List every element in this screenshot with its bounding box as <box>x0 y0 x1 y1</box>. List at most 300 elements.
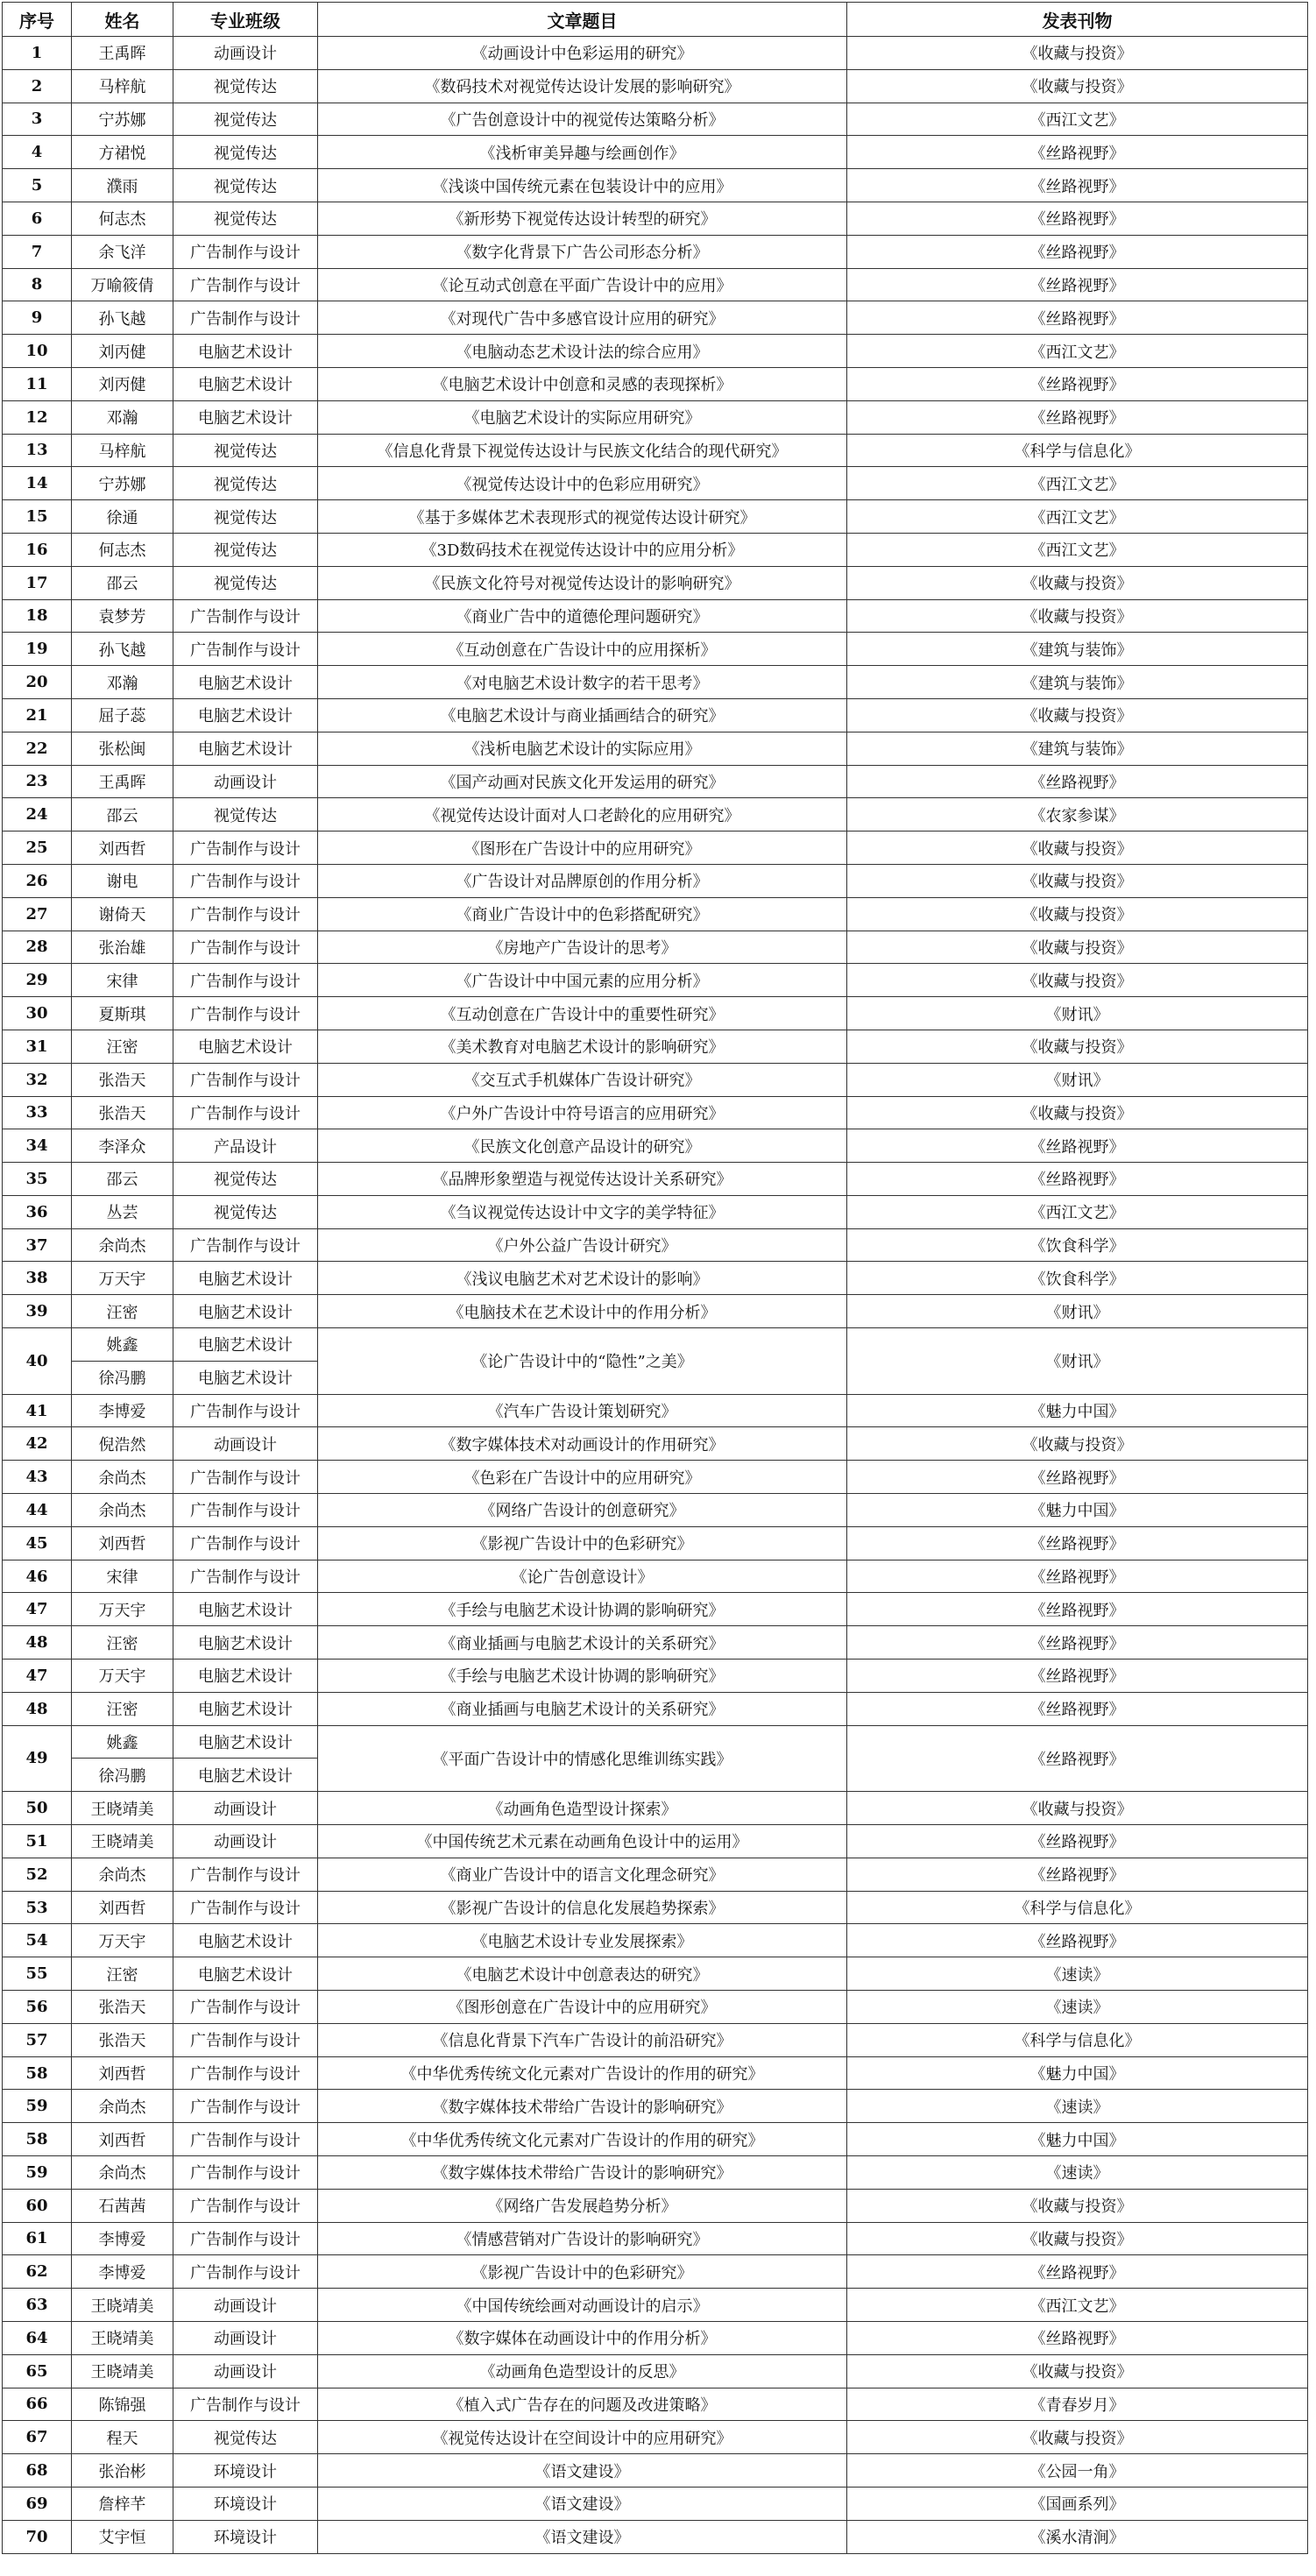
author-major: 动画设计 <box>173 2354 318 2388</box>
row-index: 23 <box>3 765 72 798</box>
row-index: 69 <box>3 2487 72 2520</box>
author-major: 广告制作与设计 <box>173 931 318 964</box>
article-title: 《电脑动态艺术设计法的综合应用》 <box>318 335 847 368</box>
author-major: 环境设计 <box>173 2520 318 2553</box>
row-index: 57 <box>3 2023 72 2056</box>
author-name: 余尚杰 <box>72 1461 173 1494</box>
author-major: 电脑艺术设计 <box>173 1593 318 1626</box>
journal-name: 《收藏与投资》 <box>847 37 1308 70</box>
author-name: 邓瀚 <box>72 666 173 699</box>
table-row <box>3 1063 1308 1096</box>
author-name: 王禹晖 <box>72 765 173 798</box>
author-name: 万喻筱倩 <box>72 268 173 301</box>
table-row <box>3 2156 1308 2190</box>
table-row <box>3 997 1308 1030</box>
author-major: 视觉传达 <box>173 1163 318 1196</box>
row-index: 48 <box>3 1692 72 1725</box>
row-index: 16 <box>3 533 72 566</box>
author-major: 动画设计 <box>173 2289 318 2322</box>
author-name: 李博爱 <box>72 2222 173 2255</box>
journal-name: 《饮食科学》 <box>847 1262 1308 1295</box>
article-title: 《商业广告中的道德伦理问题研究》 <box>318 599 847 633</box>
journal-name: 《农家参谋》 <box>847 798 1308 832</box>
article-title: 《电脑艺术设计中创意和灵感的表现探析》 <box>318 367 847 400</box>
header-index: 序号 <box>3 3 72 37</box>
author-major: 视觉传达 <box>173 136 318 169</box>
table-row <box>3 2023 1308 2056</box>
author-name: 姚鑫 <box>72 1725 173 1759</box>
author-name: 艾宇恒 <box>72 2520 173 2553</box>
author-major: 电脑艺术设计 <box>173 1924 318 1957</box>
table-row <box>3 434 1308 467</box>
article-title: 《民族文化符号对视觉传达设计的影响研究》 <box>318 566 847 599</box>
row-index: 9 <box>3 301 72 335</box>
author-name: 汪密 <box>72 1295 173 1328</box>
table-row <box>3 698 1308 732</box>
article-title: 《网络广告设计的创意研究》 <box>318 1494 847 1527</box>
table-row <box>3 1626 1308 1660</box>
article-title: 《汽车广告设计策划研究》 <box>318 1394 847 1427</box>
table-row <box>3 1924 1308 1957</box>
article-title: 《图形创意在广告设计中的应用研究》 <box>318 1991 847 2024</box>
table-row <box>3 765 1308 798</box>
article-title: 《平面广告设计中的情感化思维训练实践》 <box>318 1725 847 1792</box>
author-name: 刘丙健 <box>72 335 173 368</box>
author-name: 谢电 <box>72 864 173 897</box>
journal-name: 《丝路视野》 <box>847 1560 1308 1593</box>
author-major: 动画设计 <box>173 37 318 70</box>
journal-name: 《魅力中国》 <box>847 1494 1308 1527</box>
author-name: 宋律 <box>72 1560 173 1593</box>
table-row <box>3 2454 1308 2488</box>
author-major: 电脑艺术设计 <box>173 335 318 368</box>
table-row <box>3 2255 1308 2289</box>
author-name: 刘丙健 <box>72 367 173 400</box>
row-index: 67 <box>3 2421 72 2454</box>
article-title: 《电脑艺术设计专业发展探索》 <box>318 1924 847 1957</box>
row-index: 17 <box>3 566 72 599</box>
journal-name: 《西江文艺》 <box>847 103 1308 136</box>
publication-table <box>2 2 1308 2554</box>
row-index: 31 <box>3 1030 72 1063</box>
row-index: 39 <box>3 1295 72 1328</box>
author-major: 动画设计 <box>173 2321 318 2354</box>
article-title: 《中国传统绘画对动画设计的启示》 <box>318 2289 847 2322</box>
table-row <box>3 1825 1308 1858</box>
journal-name: 《收藏与投资》 <box>847 1792 1308 1825</box>
journal-name: 《收藏与投资》 <box>847 864 1308 897</box>
author-name: 张浩天 <box>72 1096 173 1129</box>
author-major: 电脑艺术设计 <box>173 1692 318 1725</box>
author-major: 电脑艺术设计 <box>173 1030 318 1063</box>
row-index: 50 <box>3 1792 72 1825</box>
table-row <box>3 599 1308 633</box>
journal-name: 《国画系列》 <box>847 2487 1308 2520</box>
author-major: 电脑艺术设计 <box>173 732 318 765</box>
journal-name: 《丝路视野》 <box>847 765 1308 798</box>
author-major: 广告制作与设计 <box>173 832 318 865</box>
table-row <box>3 1394 1308 1427</box>
journal-name: 《丝路视野》 <box>847 268 1308 301</box>
journal-name: 《丝路视野》 <box>847 1163 1308 1196</box>
article-title: 《植入式广告存在的问题及改进策略》 <box>318 2388 847 2421</box>
article-title: 《色彩在广告设计中的应用研究》 <box>318 1461 847 1494</box>
author-name: 陈锦强 <box>72 2388 173 2421</box>
journal-name: 《财讯》 <box>847 1328 1308 1395</box>
row-index: 12 <box>3 400 72 434</box>
table-row <box>3 864 1308 897</box>
article-title: 《浅析电脑艺术设计的实际应用》 <box>318 732 847 765</box>
article-title: 《视觉传达设计中的色彩应用研究》 <box>318 467 847 500</box>
table-row <box>3 1526 1308 1560</box>
journal-name: 《收藏与投资》 <box>847 2189 1308 2222</box>
author-major: 动画设计 <box>173 1427 318 1461</box>
author-major: 视觉传达 <box>173 533 318 566</box>
journal-name: 《财讯》 <box>847 1063 1308 1096</box>
journal-name: 《丝路视野》 <box>847 1692 1308 1725</box>
table-row <box>3 533 1308 566</box>
article-title: 《数字化背景下广告公司形态分析》 <box>318 235 847 268</box>
row-index: 37 <box>3 1228 72 1262</box>
author-name: 詹梓芊 <box>72 2487 173 2520</box>
author-name: 何志杰 <box>72 533 173 566</box>
article-title: 《互动创意在广告设计中的重要性研究》 <box>318 997 847 1030</box>
author-major: 视觉传达 <box>173 1195 318 1228</box>
author-name: 余尚杰 <box>72 2090 173 2123</box>
author-name: 邵云 <box>72 798 173 832</box>
author-major: 广告制作与设计 <box>173 1228 318 1262</box>
row-index: 21 <box>3 698 72 732</box>
author-major: 广告制作与设计 <box>173 2255 318 2289</box>
journal-name: 《收藏与投资》 <box>847 832 1308 865</box>
row-index: 48 <box>3 1626 72 1660</box>
header-journal: 发表刊物 <box>847 3 1308 37</box>
table-row <box>3 367 1308 400</box>
table-row <box>3 169 1308 202</box>
table-row <box>3 633 1308 666</box>
author-major: 电脑艺术设计 <box>173 1361 318 1394</box>
article-title: 《视觉传达设计面对人口老龄化的应用研究》 <box>318 798 847 832</box>
table-row <box>3 832 1308 865</box>
row-index: 10 <box>3 335 72 368</box>
author-major: 视觉传达 <box>173 169 318 202</box>
article-title: 《数字媒体在动画设计中的作用分析》 <box>318 2321 847 2354</box>
author-major: 广告制作与设计 <box>173 964 318 997</box>
row-index: 25 <box>3 832 72 865</box>
journal-name: 《魅力中国》 <box>847 2123 1308 2156</box>
table-row <box>3 1195 1308 1228</box>
author-name: 王晓靖美 <box>72 2289 173 2322</box>
author-major: 电脑艺术设计 <box>173 400 318 434</box>
article-title: 《数字媒体技术带给广告设计的影响研究》 <box>318 2090 847 2123</box>
author-major: 广告制作与设计 <box>173 864 318 897</box>
author-major: 广告制作与设计 <box>173 2090 318 2123</box>
row-index: 18 <box>3 599 72 633</box>
author-major: 广告制作与设计 <box>173 235 318 268</box>
author-major: 视觉传达 <box>173 202 318 235</box>
author-name: 王晓靖美 <box>72 2321 173 2354</box>
author-major: 广告制作与设计 <box>173 1858 318 1891</box>
author-name: 万天宇 <box>72 1924 173 1957</box>
author-name: 袁梦芳 <box>72 599 173 633</box>
author-name: 刘西哲 <box>72 832 173 865</box>
row-index: 26 <box>3 864 72 897</box>
table-row <box>3 798 1308 832</box>
table-row <box>3 1262 1308 1295</box>
row-index: 43 <box>3 1461 72 1494</box>
row-index: 14 <box>3 467 72 500</box>
table-row <box>3 2321 1308 2354</box>
author-name: 夏斯琪 <box>72 997 173 1030</box>
row-index: 62 <box>3 2255 72 2289</box>
article-title: 《对电脑艺术设计数字的若干思考》 <box>318 666 847 699</box>
table-row <box>3 2388 1308 2421</box>
row-index: 58 <box>3 2123 72 2156</box>
row-index: 46 <box>3 1560 72 1593</box>
journal-name: 《速读》 <box>847 2090 1308 2123</box>
journal-name: 《西江文艺》 <box>847 335 1308 368</box>
table-row <box>3 1991 1308 2024</box>
author-name: 姚鑫 <box>72 1328 173 1362</box>
table-row <box>3 931 1308 964</box>
author-name: 李泽众 <box>72 1129 173 1163</box>
table-row <box>3 897 1308 931</box>
row-index: 40 <box>3 1328 72 1395</box>
journal-name: 《财讯》 <box>847 1295 1308 1328</box>
article-title: 《中国传统艺术元素在动画角色设计中的运用》 <box>318 1825 847 1858</box>
journal-name: 《丝路视野》 <box>847 367 1308 400</box>
table-row <box>3 500 1308 534</box>
author-name: 丛芸 <box>72 1195 173 1228</box>
journal-name: 《丝路视野》 <box>847 1129 1308 1163</box>
row-index: 47 <box>3 1593 72 1626</box>
journal-name: 《丝路视野》 <box>847 2255 1308 2289</box>
author-name: 张浩天 <box>72 1991 173 2024</box>
row-index: 68 <box>3 2454 72 2488</box>
journal-name: 《丝路视野》 <box>847 301 1308 335</box>
journal-name: 《速读》 <box>847 2156 1308 2190</box>
author-major: 电脑艺术设计 <box>173 1660 318 1693</box>
author-name: 邓瀚 <box>72 400 173 434</box>
row-index: 35 <box>3 1163 72 1196</box>
article-title: 《品牌形象塑造与视觉传达设计关系研究》 <box>318 1163 847 1196</box>
journal-name: 《收藏与投资》 <box>847 1427 1308 1461</box>
journal-name: 《收藏与投资》 <box>847 2354 1308 2388</box>
row-index: 33 <box>3 1096 72 1129</box>
article-title: 《语文建设》 <box>318 2454 847 2488</box>
journal-name: 《丝路视野》 <box>847 202 1308 235</box>
article-title: 《信息化背景下视觉传达设计与民族文化结合的现代研究》 <box>318 434 847 467</box>
author-major: 广告制作与设计 <box>173 2123 318 2156</box>
row-index: 70 <box>3 2520 72 2553</box>
author-major: 视觉传达 <box>173 434 318 467</box>
journal-name: 《丝路视野》 <box>847 136 1308 169</box>
row-index: 28 <box>3 931 72 964</box>
header-row <box>3 3 1308 37</box>
article-title: 《论互动式创意在平面广告设计中的应用》 <box>318 268 847 301</box>
table-row <box>3 1957 1308 1991</box>
row-index: 53 <box>3 1891 72 1924</box>
table-row <box>3 1163 1308 1196</box>
author-name: 张松闽 <box>72 732 173 765</box>
article-title: 《论广告创意设计》 <box>318 1560 847 1593</box>
article-title: 《影视广告设计中的色彩研究》 <box>318 1526 847 1560</box>
row-index: 54 <box>3 1924 72 1957</box>
row-index: 7 <box>3 235 72 268</box>
journal-name: 《西江文艺》 <box>847 533 1308 566</box>
row-index: 65 <box>3 2354 72 2388</box>
row-index: 59 <box>3 2090 72 2123</box>
article-title: 《互动创意在广告设计中的应用探析》 <box>318 633 847 666</box>
author-major: 动画设计 <box>173 1792 318 1825</box>
row-index: 11 <box>3 367 72 400</box>
author-name: 王禹晖 <box>72 37 173 70</box>
author-name: 宁苏娜 <box>72 467 173 500</box>
journal-name: 《溪水清涧》 <box>847 2520 1308 2553</box>
author-major: 广告制作与设计 <box>173 268 318 301</box>
table-row <box>3 1295 1308 1328</box>
journal-name: 《收藏与投资》 <box>847 964 1308 997</box>
journal-name: 《饮食科学》 <box>847 1228 1308 1262</box>
journal-name: 《速读》 <box>847 1957 1308 1991</box>
author-name: 余尚杰 <box>72 2156 173 2190</box>
journal-name: 《丝路视野》 <box>847 235 1308 268</box>
journal-name: 《收藏与投资》 <box>847 2421 1308 2454</box>
author-name: 余尚杰 <box>72 1494 173 1527</box>
table-row <box>3 2487 1308 2520</box>
author-name: 濮雨 <box>72 169 173 202</box>
header-title: 文章题目 <box>318 3 847 37</box>
author-name: 汪密 <box>72 1030 173 1063</box>
author-major: 电脑艺术设计 <box>173 1626 318 1660</box>
article-title: 《电脑技术在艺术设计中的作用分析》 <box>318 1295 847 1328</box>
row-index: 29 <box>3 964 72 997</box>
row-index: 38 <box>3 1262 72 1295</box>
article-title: 《国产动画对民族文化开发运用的研究》 <box>318 765 847 798</box>
table-row <box>3 1461 1308 1494</box>
article-title: 《浅析审美异趣与绘画创作》 <box>318 136 847 169</box>
journal-name: 《西江文艺》 <box>847 500 1308 534</box>
table-body <box>3 37 1308 2554</box>
author-major: 环境设计 <box>173 2454 318 2488</box>
row-index: 3 <box>3 103 72 136</box>
row-index: 52 <box>3 1858 72 1891</box>
table-row <box>3 1427 1308 1461</box>
table-row <box>3 1692 1308 1725</box>
row-index: 61 <box>3 2222 72 2255</box>
table-row <box>3 2354 1308 2388</box>
table-row <box>3 202 1308 235</box>
article-title: 《电脑艺术设计与商业插画结合的研究》 <box>318 698 847 732</box>
article-title: 《中华优秀传统文化元素对广告设计的作用的研究》 <box>318 2056 847 2090</box>
table-row <box>3 2123 1308 2156</box>
author-major: 广告制作与设计 <box>173 2156 318 2190</box>
table-row <box>3 1792 1308 1825</box>
author-major: 广告制作与设计 <box>173 1526 318 1560</box>
author-major: 广告制作与设计 <box>173 2388 318 2421</box>
author-major: 广告制作与设计 <box>173 1891 318 1924</box>
row-index: 66 <box>3 2388 72 2421</box>
journal-name: 《收藏与投资》 <box>847 698 1308 732</box>
author-name: 王晓靖美 <box>72 1792 173 1825</box>
row-index: 5 <box>3 169 72 202</box>
author-name: 倪浩然 <box>72 1427 173 1461</box>
article-title: 《美术教育对电脑艺术设计的影响研究》 <box>318 1030 847 1063</box>
article-title: 《动画角色造型设计探索》 <box>318 1792 847 1825</box>
journal-name: 《收藏与投资》 <box>847 566 1308 599</box>
article-title: 《视觉传达设计在空间设计中的应用研究》 <box>318 2421 847 2454</box>
author-name: 王晓靖美 <box>72 1825 173 1858</box>
row-index: 36 <box>3 1195 72 1228</box>
article-title: 《数字媒体技术带给广告设计的影响研究》 <box>318 2156 847 2190</box>
article-title: 《语文建设》 <box>318 2520 847 2553</box>
author-major: 电脑艺术设计 <box>173 1295 318 1328</box>
journal-name: 《建筑与装饰》 <box>847 732 1308 765</box>
journal-name: 《丝路视野》 <box>847 1825 1308 1858</box>
row-index: 56 <box>3 1991 72 2024</box>
journal-name: 《魅力中国》 <box>847 1394 1308 1427</box>
article-title: 《数码技术对视觉传达设计发展的影响研究》 <box>318 69 847 103</box>
author-name: 李博爱 <box>72 2255 173 2289</box>
row-index: 34 <box>3 1129 72 1163</box>
author-major: 视觉传达 <box>173 467 318 500</box>
author-major: 视觉传达 <box>173 798 318 832</box>
row-index: 1 <box>3 37 72 70</box>
row-index: 19 <box>3 633 72 666</box>
author-major: 电脑艺术设计 <box>173 1725 318 1759</box>
author-name: 方裙悦 <box>72 136 173 169</box>
author-name: 张治彬 <box>72 2454 173 2488</box>
journal-name: 《科学与信息化》 <box>847 2023 1308 2056</box>
journal-name: 《科学与信息化》 <box>847 1891 1308 1924</box>
author-name: 张浩天 <box>72 2023 173 2056</box>
row-index: 59 <box>3 2156 72 2190</box>
journal-name: 《财讯》 <box>847 997 1308 1030</box>
article-title: 《中华优秀传统文化元素对广告设计的作用的研究》 <box>318 2123 847 2156</box>
row-index: 44 <box>3 1494 72 1527</box>
author-name: 何志杰 <box>72 202 173 235</box>
article-title: 《浅议电脑艺术对艺术设计的影响》 <box>318 1262 847 1295</box>
journal-name: 《丝路视野》 <box>847 169 1308 202</box>
row-index: 27 <box>3 897 72 931</box>
journal-name: 《西江文艺》 <box>847 467 1308 500</box>
article-title: 《商业广告设计中的语言文化理念研究》 <box>318 1858 847 1891</box>
author-name: 马梓航 <box>72 69 173 103</box>
journal-name: 《西江文艺》 <box>847 2289 1308 2322</box>
table-row <box>3 1593 1308 1626</box>
table-row <box>3 2056 1308 2090</box>
journal-name: 《丝路视野》 <box>847 1593 1308 1626</box>
journal-name: 《速读》 <box>847 1991 1308 2024</box>
row-index: 63 <box>3 2289 72 2322</box>
author-name: 石茜茜 <box>72 2189 173 2222</box>
article-title: 《网络广告发展趋势分析》 <box>318 2189 847 2222</box>
article-title: 《信息化背景下汽车广告设计的前沿研究》 <box>318 2023 847 2056</box>
journal-name: 《收藏与投资》 <box>847 1096 1308 1129</box>
article-title: 《户外公益广告设计研究》 <box>318 1228 847 1262</box>
article-title: 《影视广告设计中的色彩研究》 <box>318 2255 847 2289</box>
author-name: 李博爱 <box>72 1394 173 1427</box>
table-row <box>3 1096 1308 1129</box>
row-index: 24 <box>3 798 72 832</box>
author-name: 王晓靖美 <box>72 2354 173 2388</box>
row-index: 32 <box>3 1063 72 1096</box>
author-major: 电脑艺术设计 <box>173 1957 318 1991</box>
table-row <box>3 37 1308 70</box>
author-major: 广告制作与设计 <box>173 633 318 666</box>
author-major: 广告制作与设计 <box>173 1461 318 1494</box>
table-row <box>3 136 1308 169</box>
